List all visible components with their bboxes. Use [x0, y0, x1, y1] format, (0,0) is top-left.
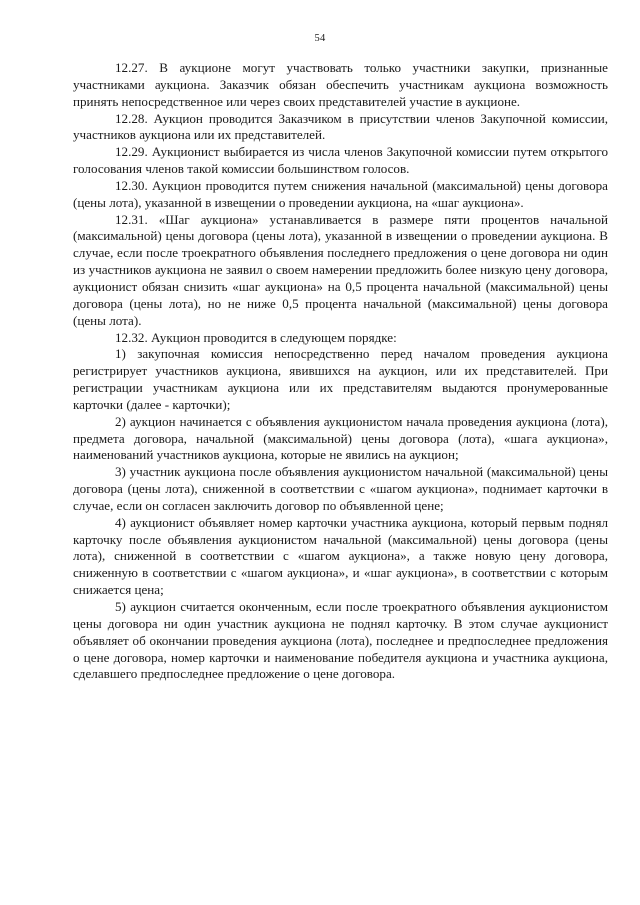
paragraph-12-31: 12.31. «Шаг аукциона» устанавливается в размере пяти процентов начальной (максимальной) цены договора (цены лота), указанной в извещении о проведении аукциона. В случае, если после троекратного объявления последнего предложения о цене договора ни один из участников аукциона не заявил о своем намерении предложить более низкую цену договора, аукционист обязан снизить «шаг аукциона» на 0,5 процента начальной (максимальной) цены договора (цены лота), но не ниже 0,5 процента начальной (максимальной) цены договора (цены лота).	[73, 211, 608, 328]
list-item-3: 3) участник аукциона после объявления аукционистом начальной (максимальной) цены договора (цены лота), сниженной в соответствии с «шагом аукциона», поднимает карточки в случае, если он согласен заключить договор по объявленной цене;	[73, 464, 608, 513]
paragraph-12-32: 12.32. Аукцион проводится в следующем порядке:	[115, 329, 397, 345]
page-number: 54	[314, 33, 326, 44]
paragraph-12-27: 12.27. В аукционе могут участвовать только участники закупки, признанные участниками аукциона. Заказчик обязан обеспечить участникам аукциона возможность принять непосредственное или через своих представителей участие в аукционе.	[73, 60, 608, 109]
list-item-4: 4) аукционист объявляет номер карточки участника аукциона, который первым поднял карточку после объявления аукционистом начальной (максимальной) цены договора (цены лота), сниженной в соответствии с «шагом аукциона», а также новую цену договора, сниженную в соответствии с «шагом аукциона», и «шаг аукциона», в соответствии с которым снижается цена;	[73, 514, 608, 598]
document-body	[73, 60, 608, 683]
list-item-2: 2) аукцион начинается с объявления аукционистом начала проведения аукциона (лота), предмета договора, начальной (максимальной) цены договора (лота), «шага аукциона», наименований участников аукциона, которые не явились на аукцион;	[73, 413, 608, 463]
paragraph-12-30: 12.30. Аукцион проводится путем снижения начальной (максимальной) цены договора (цены лота), указанной в извещении о проведении аукциона, на «шаг аукциона».	[73, 177, 608, 210]
list-item-1: 1) закупочная комиссия непосредственно перед началом проведения аукциона регистрирует участников аукциона, явившихся на аукцион, или их представителей. При регистрации участникам аукциона или их представителям выдаются пронумерованные карточки (далее - карточки);	[73, 346, 608, 412]
paragraph-12-29: 12.29. Аукционист выбирается из числа членов Закупочной комиссии путем открытого голосования членов такой комиссии большинством голосов.	[73, 144, 608, 177]
paragraph-12-28: 12.28. Аукцион проводится Заказчиком в присутствии членов Закупочной комиссии, участников аукциона или их представителей.	[73, 110, 608, 143]
list-item-5: 5) аукцион считается оконченным, если после троекратного объявления аукционистом цены договора ни один участник аукциона не поднял карточку. В этом случае аукционист объявляет об окончании проведения аукциона (лота), последнее и предпоследнее предложения о цене договора, номер карточки и наименование победителя аукциона и участника аукциона, сделавшего предпоследнее предложение о цене договора.	[73, 599, 608, 682]
